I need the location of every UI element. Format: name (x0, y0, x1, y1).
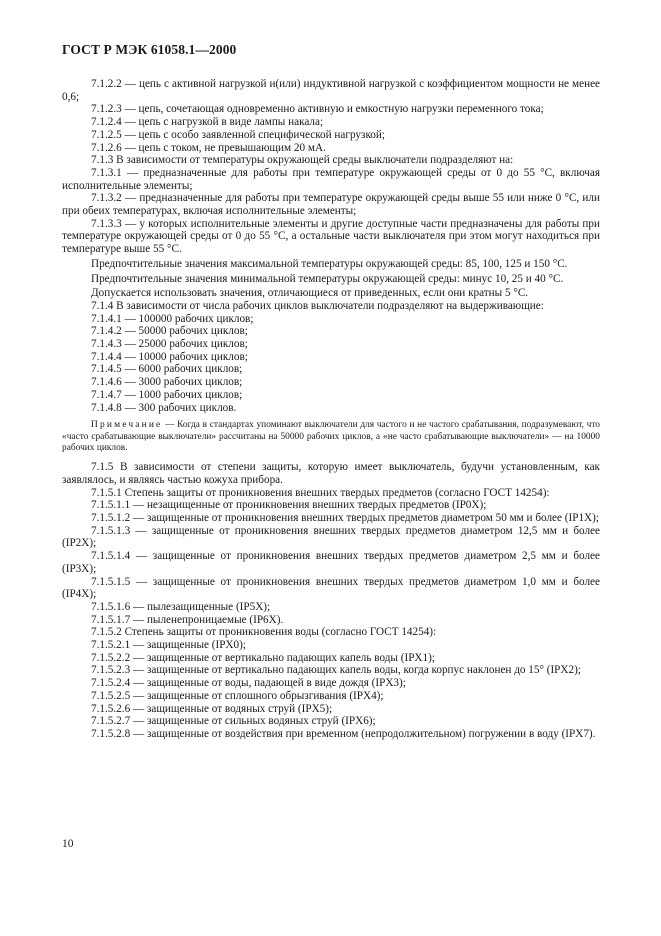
paragraph: 7.1.2.2 — цепь с активной нагрузкой и(или) индуктивной нагрузкой с коэффициентом мощности не менее 0,6; (62, 78, 600, 103)
list-item: 7.1.4.1 — 100000 рабочих циклов; (91, 312, 254, 325)
list-item: 7.1.4.8 — 300 рабочих циклов. (91, 401, 237, 414)
paragraph: 7.1.5.1.6 — пылезащищенные (IP5X); (91, 600, 271, 613)
paragraph: 7.1.5.1.1 — незащищенные от проникновения внешних твердых предметов (IP0X); (91, 499, 487, 512)
list-item: 7.1.4.4 — 10000 рабочих циклов; (91, 350, 248, 363)
paragraph: 7.1.5.1.2 — защищенные от проникновения внешних твердых предметов диаметром 50 мм и более (IP1X); (91, 511, 599, 524)
list-item: 7.1.4.2 — 50000 рабочих циклов; (91, 325, 248, 338)
paragraph: 7.1.5.2.7 — защищенные от сильных водяных струй (IPX6); (91, 715, 376, 728)
paragraph: 7.1.5.2.6 — защищенные от водяных струй (IPX5); (91, 702, 333, 715)
paragraph: 7.1.5.1 Степень защиты от проникновения внешних твердых предметов (согласно ГОСТ 14254): (91, 486, 550, 499)
paragraph: Допускается использовать значения, отличающиеся от приведенных, если они кратны 5 °С. (91, 287, 529, 300)
paragraph: 7.1.2.6 — цепь с током, не превышающим 20 мА. (91, 141, 326, 154)
paragraph: 7.1.5.2.1 — защищенные (IPX0); (91, 639, 246, 652)
paragraph: 7.1.5.1.4 — защищенные от проникновения внешних твердых предметов диаметром 2,5 мм и более (IP3X); (62, 550, 600, 575)
paragraph: 7.1.5.2.4 — защищенные от воды, падающей в виде дождя (IPX3); (91, 677, 406, 690)
paragraph: 7.1.3.2 — предназначенные для работы при температуре окружающей среды выше 55 или ниже 0 °С, или при обеих температурах, включая исполнительные элементы; (62, 192, 600, 218)
paragraph: 7.1.3.3 — у которых исполнительные элементы и другие доступные части предназначены для работы при температуре окружающей среды от 0 до 55 °С, а остальные части выключателя при этом могут находиться при температуре выше 55 °С. (62, 217, 600, 256)
paragraph: 7.1.5.2.8 — защищенные от воздействия при временном (непродолжительном) погружении в воду (IPX7). (91, 727, 596, 740)
paragraph: 7.1.3 В зависимости от температуры окружающей среды выключатели подразделяют на: (91, 154, 514, 167)
list-item: 7.1.4.5 — 6000 рабочих циклов; (91, 363, 243, 376)
paragraph: 7.1.5.1.3 — защищенные от проникновения внешних твердых предметов диаметром 12,5 мм и более (IP2X); (62, 524, 600, 550)
paragraph: 7.1.5.2.3 — защищенные от вертикально падающих капель воды, когда корпус наклонен до 15° (IPX2); (91, 664, 581, 677)
paragraph: 7.1.5.1.7 — пыленепроницаемые (IP6X). (91, 613, 284, 626)
paragraph: 7.1.2.4 — цепь с нагрузкой в виде лампы накала; (91, 116, 324, 129)
paragraph: 7.1.5.1.5 — защищенные от проникновения внешних твердых предметов диаметром 1,0 мм и более (IP4X); (62, 575, 600, 601)
paragraph: Предпочтительные значения максимальной температуры окружающей среды: 85, 100, 125 и 150 °С. (91, 257, 568, 270)
note-text: — Когда в стандартах упоминают выключатели для частого и не частого срабатывания, подразумевают, что «часто срабатывающие выключатели» рассчитаны на 50000 рабочих циклов, а «не часто срабатывающие выключатели» — на 10000 рабочих циклов. (62, 420, 600, 453)
note-label: Примечание (91, 420, 163, 431)
paragraph: 7.1.5.2.5 — защищенные от сплошного обрызгивания (IPX4); (91, 689, 384, 702)
list-item: 7.1.4.7 — 1000 рабочих циклов; (91, 388, 243, 401)
note (62, 420, 600, 454)
page-header: ГОСТ Р МЭК 61058.1—2000 (62, 42, 237, 57)
page-number: 10 (62, 838, 74, 850)
list-item: 7.1.4.6 — 3000 рабочих циклов; (91, 376, 243, 389)
paragraph: 7.1.5.2.2 — защищенные от вертикально падающих капель воды (IPX1); (91, 651, 435, 664)
paragraph: 7.1.3.1 — предназначенные для работы при температуре окружающей среды от 0 до 55 °С, включая исполнительные элементы; (62, 166, 600, 192)
paragraph: 7.1.2.5 — цепь с особо заявленной специфической нагрузкой; (91, 128, 385, 141)
list-item: 7.1.4.3 — 25000 рабочих циклов; (91, 338, 248, 351)
page-content (62, 78, 600, 741)
paragraph: 7.1.5 В зависимости от степени защиты, которую имеет выключатель, будучи установленным, как заявлялось, и являясь частью кожуха прибора. (62, 461, 600, 486)
paragraph: 7.1.5.2 Степень защиты от проникновения воды (согласно ГОСТ 14254): (91, 626, 437, 639)
paragraph: 7.1.2.3 — цепь, сочетающая одновременно активную и емкостную нагрузки переменного тока; (91, 103, 544, 116)
paragraph: Предпочтительные значения минимальной температуры окружающей среды: минус 10, 25 и 40 °С. (91, 272, 564, 285)
paragraph: 7.1.4 В зависимости от числа рабочих циклов выключатели подразделяют на выдерживающие: (91, 299, 544, 312)
